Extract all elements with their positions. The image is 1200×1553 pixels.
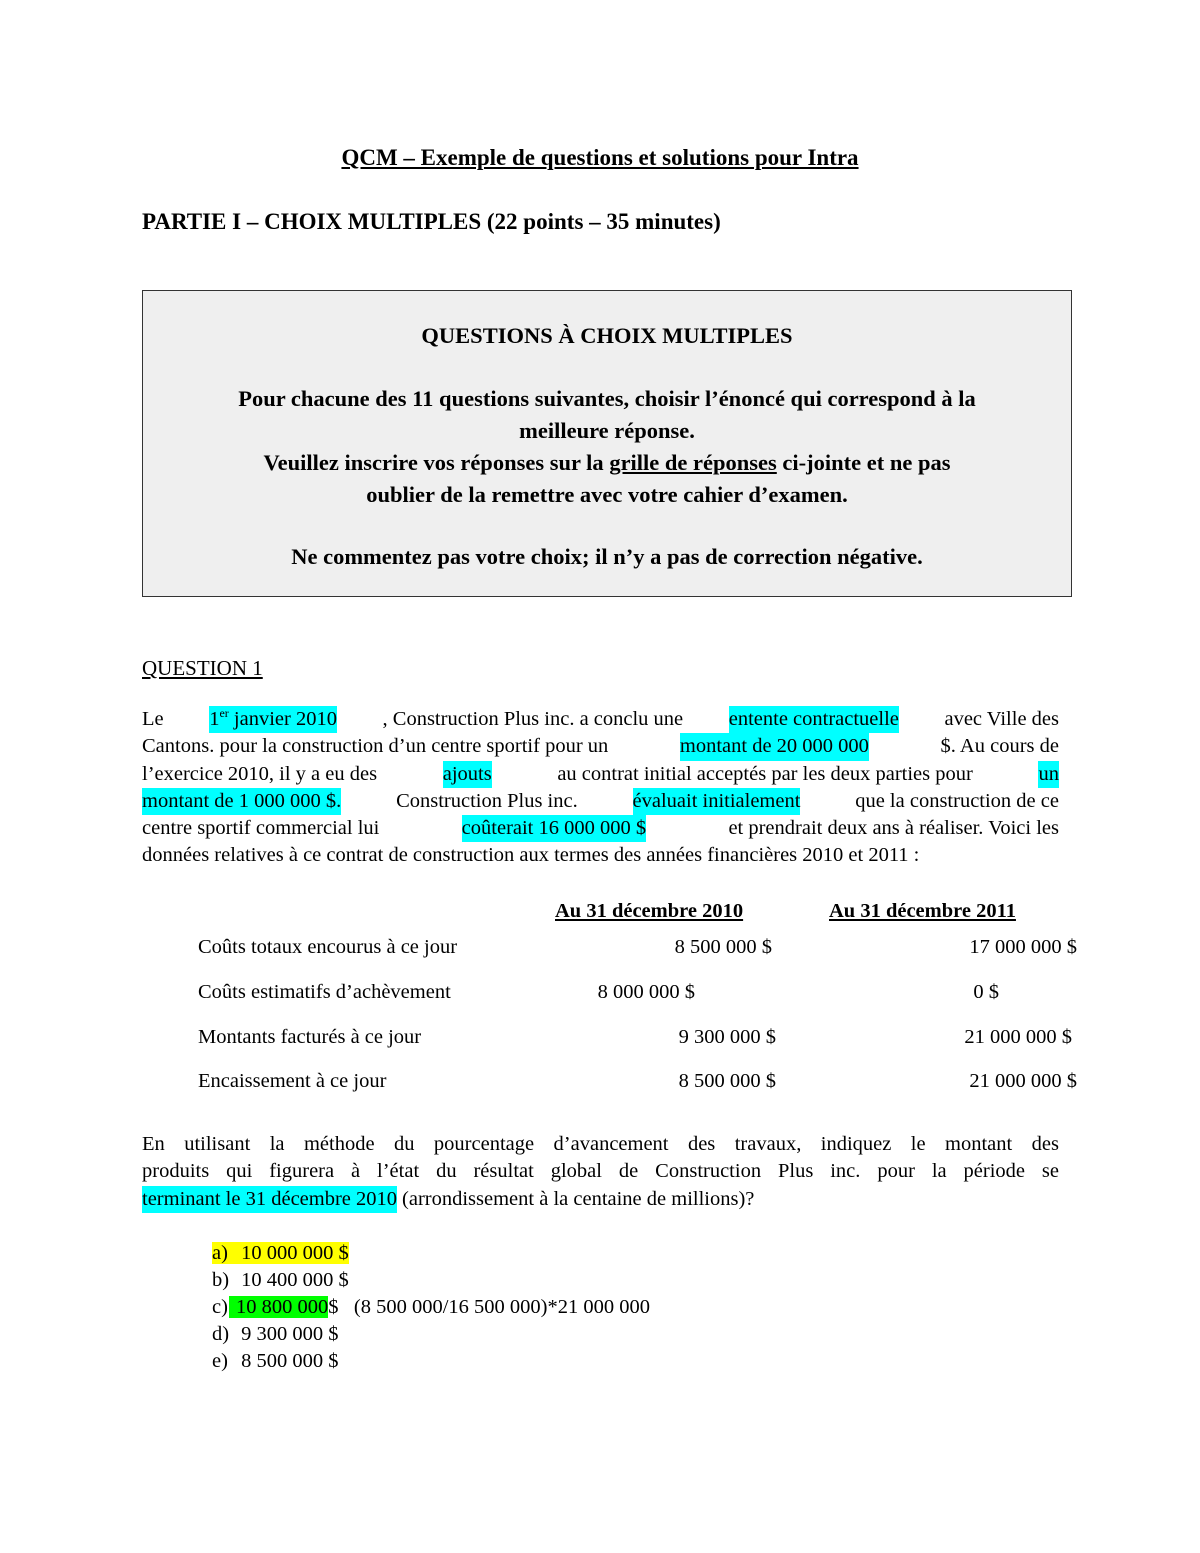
table-row-label: Montants facturés à ce jour	[198, 1026, 422, 1048]
table-row-label: Coûts estimatifs d’achèvement	[198, 981, 451, 1003]
prompt-line	[142, 1158, 1059, 1185]
table-cell-2010: 8 500 000 $	[678, 1070, 776, 1092]
table-cell-2011: 21 000 000 $	[964, 1026, 1072, 1048]
prompt-line	[142, 1186, 1059, 1213]
highlight-period-end: terminant le 31 décembre 2010	[142, 1186, 397, 1213]
highlight-amount: montant de 20 000 000	[680, 733, 869, 760]
answer-grid-reference: grille de réponses	[609, 450, 777, 475]
statement-line	[142, 815, 1059, 842]
text-segment: centre sportif commercial lui	[142, 817, 380, 840]
text-segment: au contrat initial acceptés par les deux parties pour	[557, 762, 973, 785]
table-row-label: Encaissement à ce jour	[198, 1070, 387, 1092]
text-segment: janvier 2010	[233, 708, 337, 730]
option-a	[212, 1240, 349, 1267]
statement-line	[142, 761, 1059, 788]
option-d	[212, 1321, 339, 1348]
text-segment: $. Au cours de	[940, 735, 1059, 758]
table-cell-2010: 9 300 000 $	[678, 1026, 776, 1048]
text-segment: Cantons. pour la construction d’un centre sportif pour un	[142, 735, 609, 758]
part-title: PARTIE I – CHOIX MULTIPLES (22 points – 35 minutes)	[142, 209, 721, 234]
instructions-line-4: oublier de la remettre avec votre cahier d’examen.	[366, 482, 848, 507]
text-segment: Le	[142, 708, 164, 730]
table-cell-2011: 21 000 000 $	[969, 1070, 1077, 1092]
table-cell-2011: 0 $	[973, 981, 999, 1003]
column-header-2010: Au 31 décembre 2010	[555, 900, 744, 922]
solution-note: (8 500 000/16 500 000)*21 000 000	[353, 1296, 650, 1318]
text-segment: avec Ville des	[944, 708, 1059, 730]
option-c	[212, 1294, 650, 1321]
option-letter: c)	[212, 1296, 228, 1318]
text-segment: l’exercice 2010, il y a eu des	[142, 762, 378, 785]
column-header-2011: Au 31 décembre 2011	[829, 900, 1016, 922]
document-title: QCM – Exemple de questions et solutions pour Intra	[341, 145, 859, 170]
option-letter: b)	[212, 1269, 230, 1291]
option-text: 10 800 000	[236, 1296, 329, 1318]
option-letter: d)	[212, 1323, 230, 1345]
instructions-line-2: meilleure réponse.	[519, 418, 695, 443]
text-segment: que la construction de ce	[855, 789, 1059, 812]
highlight-additions-amount: un	[1038, 761, 1059, 788]
statement-line	[142, 788, 1059, 815]
statement-line	[142, 733, 1059, 760]
table-cell-2010: 8 500 000 $	[674, 936, 772, 958]
text-segment: , Construction Plus inc. a conclu une	[382, 708, 684, 730]
instructions-heading: QUESTIONS À CHOIX MULTIPLES	[421, 323, 793, 348]
instructions-line-1: Pour chacune des 11 questions suivantes, choisir l’énoncé qui correspond à la	[238, 386, 976, 411]
option-c-highlight	[229, 1296, 328, 1318]
option-a-highlight	[212, 1242, 349, 1264]
option-e	[212, 1348, 339, 1375]
highlight-cost: coûterait 16 000 000 $	[462, 815, 646, 842]
text-segment: 1	[209, 708, 220, 730]
table-cell-2010: 8 000 000 $	[597, 981, 695, 1003]
statement-line	[142, 842, 1059, 869]
instructions-line-3-start: Veuillez inscrire vos réponses sur la	[263, 450, 604, 475]
highlight-contract: entente contractuelle	[729, 706, 899, 733]
instructions-line-3	[142, 447, 1072, 479]
option-text: 10 400 000 $	[241, 1269, 349, 1291]
option-text: 10 000 000 $	[241, 1242, 349, 1264]
prompt-line	[142, 1131, 1059, 1158]
question-1-heading: QUESTION 1	[142, 656, 263, 680]
text-segment: produits qui figurera à l’état du résultat global de Construction Plus inc. pour la période se	[142, 1160, 1059, 1183]
option-b	[212, 1267, 349, 1294]
question-1-statement	[142, 706, 1059, 870]
text-segment: et prendrait deux ans à réaliser. Voici les	[728, 817, 1059, 840]
text-segment: données relatives à ce contrat de construction aux termes des années financières 2010 et 2011 :	[142, 844, 920, 867]
option-text: 9 300 000 $	[241, 1323, 339, 1345]
table-row-label: Coûts totaux encourus à ce jour	[198, 936, 458, 958]
table-cell-2011: 17 000 000 $	[969, 936, 1077, 958]
text-segment: En utilisant la méthode du pourcentage d’avancement des travaux, indiquez le montant des	[142, 1133, 1059, 1155]
instructions-line-5: Ne commentez pas votre choix; il n’y a pas de correction négative.	[291, 544, 923, 569]
statement-line	[142, 706, 1059, 733]
highlight-additions-amount: montant de 1 000 000 $.	[142, 788, 341, 815]
option-suffix: $	[328, 1296, 339, 1318]
option-letter: e)	[212, 1350, 228, 1372]
option-text: 8 500 000 $	[241, 1350, 339, 1372]
text-segment: Construction Plus inc.	[396, 789, 578, 812]
question-1-prompt	[142, 1131, 1059, 1213]
highlight-initial-estimate: évaluait initialement	[633, 788, 801, 815]
highlight-additions: ajouts	[443, 761, 492, 788]
text-segment: (arrondissement à la centaine de millions)?	[402, 1187, 755, 1210]
instructions-line-3-end: ci-jointe et ne pas	[782, 450, 951, 475]
option-letter: a)	[212, 1242, 228, 1264]
highlight-date	[209, 706, 337, 733]
superscript: er	[219, 706, 229, 721]
